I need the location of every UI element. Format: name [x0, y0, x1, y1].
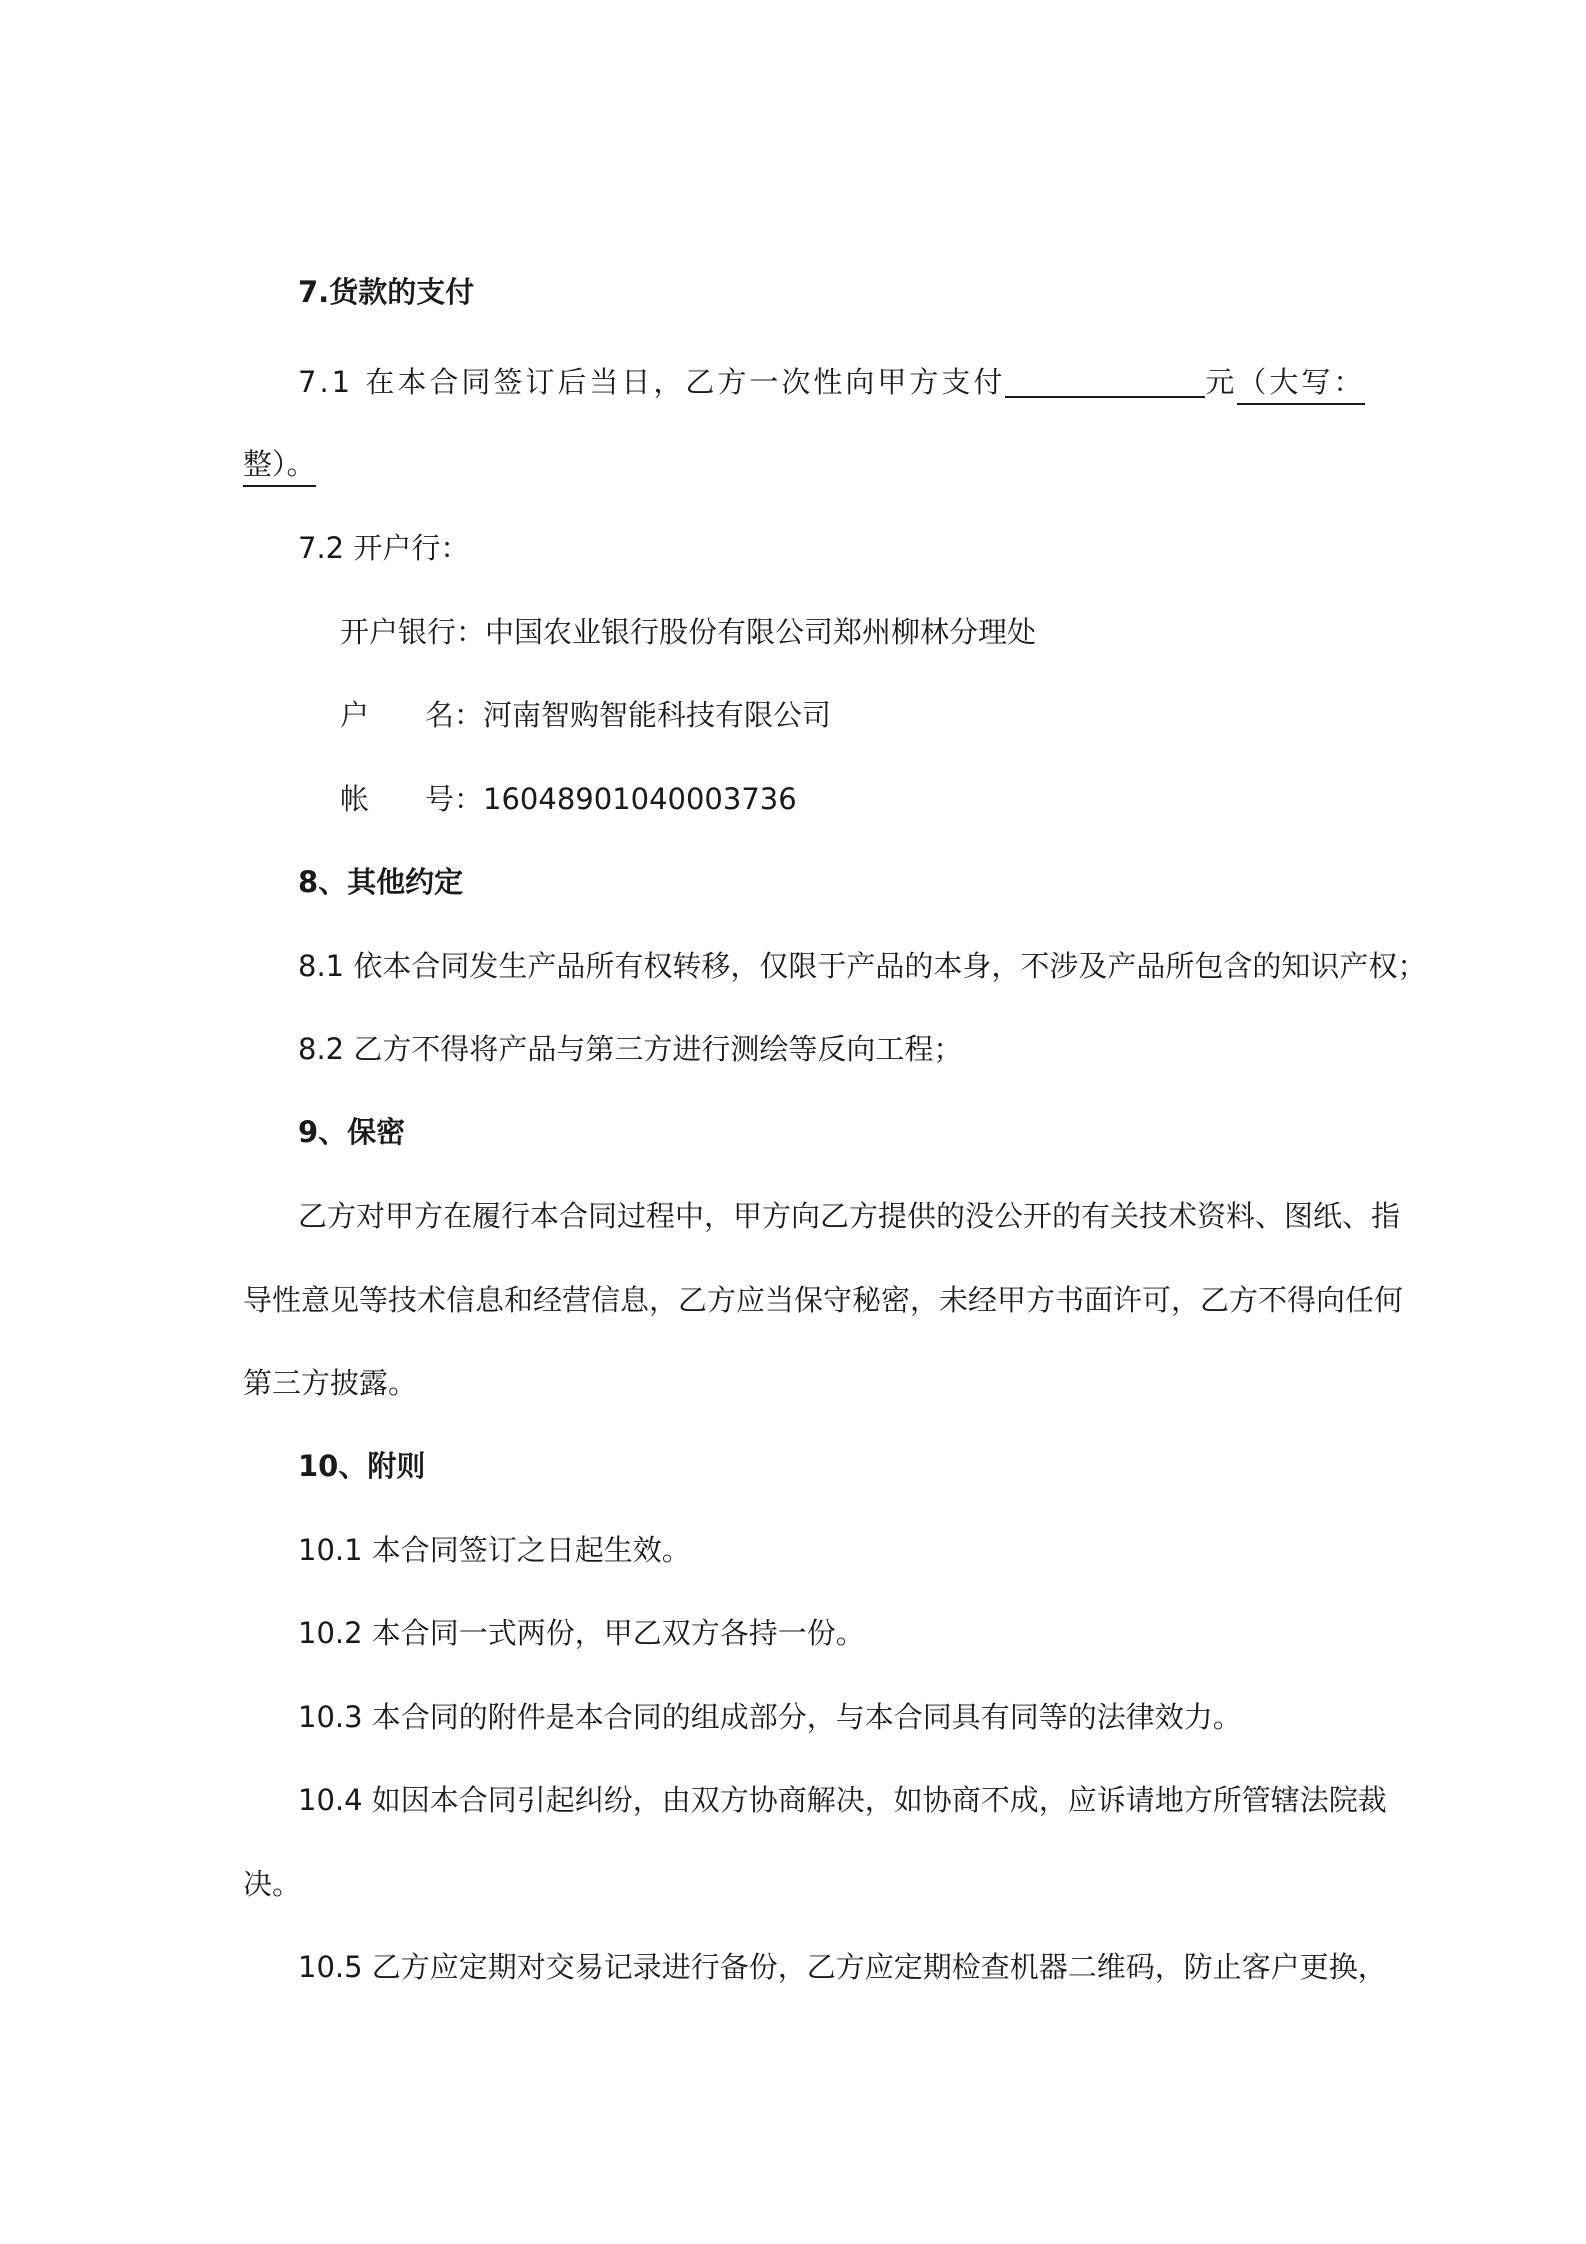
- section-8-heading: 8、其他约定: [298, 865, 464, 899]
- account-name-label-a: 户: [340, 698, 370, 732]
- clause-8-1: 8.1 依本合同发生产品所有权转移，仅限于产品的本身，不涉及产品所包含的知识产权；: [298, 949, 1427, 983]
- section-9-heading: 9、保密: [298, 1115, 406, 1149]
- account-number-label-b: 号：: [425, 782, 484, 816]
- account-name-label-b: 名：: [425, 698, 484, 732]
- clause-10-4: 10.4 如因本合同引起纠纷，由双方协商解决，如协商不成，应诉请地方所管辖法院裁: [298, 1783, 1387, 1817]
- account-number-row: [340, 779, 797, 819]
- section-9-line-2: 导性意见等技术信息和经营信息，乙方应当保守秘密，未经甲方书面许可，乙方不得向任何: [243, 1283, 1404, 1317]
- clause-7-1-continued: [243, 444, 316, 484]
- clause-10-5: 10.5 乙方应定期对交易记录进行备份，乙方应定期检查机器二维码，防止客户更换，: [298, 1950, 1387, 1984]
- bank-label: 开户银行：: [340, 615, 486, 649]
- clause-10-4-continued: 决。: [243, 1867, 302, 1901]
- currency-unit: 元: [1205, 365, 1238, 399]
- account-name-row: [340, 695, 831, 735]
- section-9-line-3: 第三方披露。: [243, 1366, 418, 1400]
- bank-value: 中国农业银行股份有限公司郑州柳林分理处: [485, 615, 1037, 649]
- section-7-heading: 7.货款的支付: [298, 275, 475, 309]
- clause-7-1-text: 7.1 在本合同签订后当日，乙方一次性向甲方支付: [298, 365, 1006, 399]
- clause-7-2: 7.2 开户行：: [298, 531, 470, 565]
- uppercase-amount-end: 整）。: [243, 447, 316, 487]
- bank-row: [340, 612, 1036, 652]
- uppercase-amount-label: （大写：: [1237, 365, 1365, 405]
- clause-10-2: 10.2 本合同一式两份，甲乙双方各持一份。: [298, 1616, 865, 1650]
- clause-10-1: 10.1 本合同签订之日起生效。: [298, 1533, 691, 1567]
- clause-10-3: 10.3 本合同的附件是本合同的组成部分，与本合同具有同等的法律效力。: [298, 1700, 1242, 1734]
- account-number-label-a: 帐: [340, 782, 370, 816]
- account-number-value: 16048901040003736: [483, 782, 797, 816]
- clause-8-2: 8.2 乙方不得将产品与第三方进行测绘等反向工程；: [298, 1032, 963, 1066]
- account-name-value: 河南智购智能科技有限公司: [483, 698, 832, 732]
- amount-blank: [1005, 366, 1205, 398]
- clause-7-1: [298, 362, 1365, 402]
- section-10-heading: 10、附则: [298, 1449, 426, 1483]
- section-9-line-1: 乙方对甲方在履行本合同过程中，甲方向乙方提供的没公开的有关技术资料、图纸、指: [298, 1199, 1401, 1233]
